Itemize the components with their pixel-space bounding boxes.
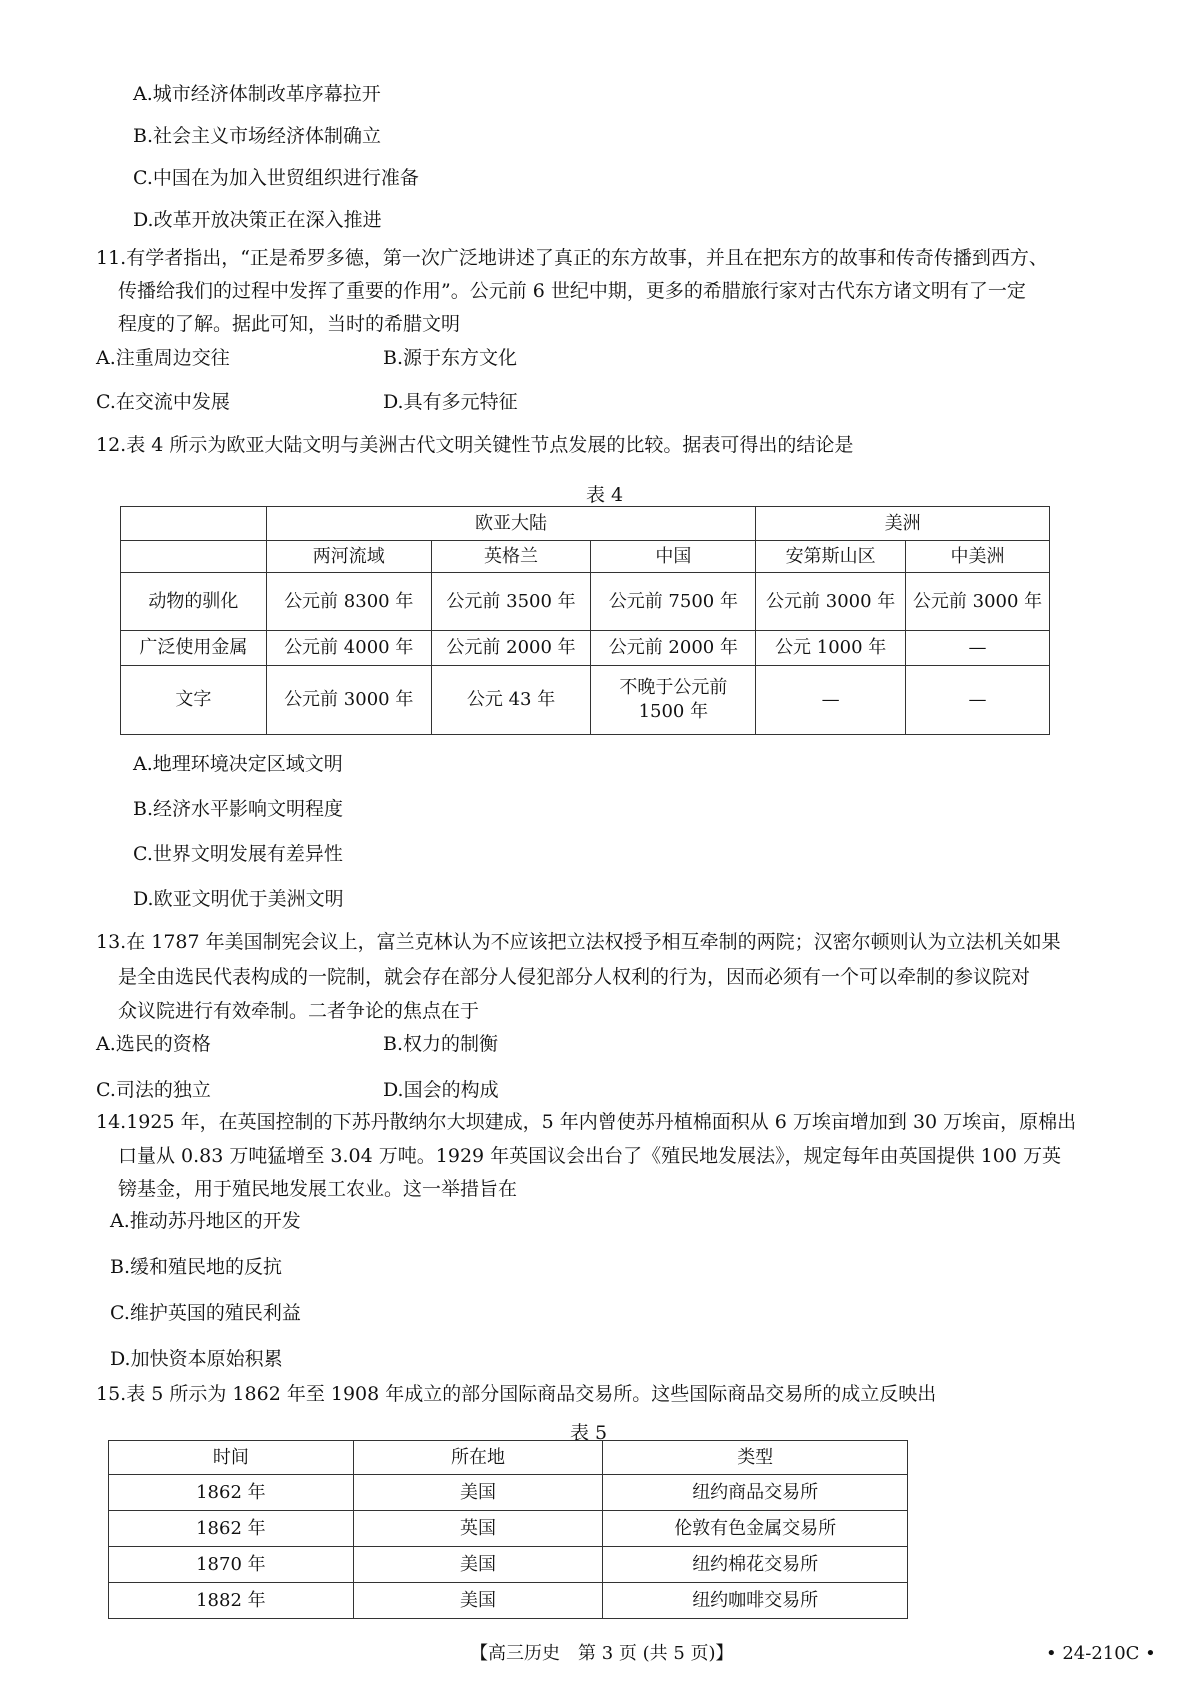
table-row [109, 1547, 908, 1583]
table-row [109, 1511, 908, 1547]
table-5-cell: 1882 年 [109, 1583, 354, 1619]
q14-option-c: C.维护英国的殖民利益 [110, 1302, 301, 1324]
q13-option-a: A.选民的资格 [96, 1033, 211, 1055]
table-5-cell: 1862 年 [109, 1475, 354, 1511]
q13-stem-line-2: 是全由选民代表构成的一院制，就会存在部分人侵犯部分人权利的行为，因而必须有一个可以牵制的参议院对 [118, 966, 1031, 988]
q11-option-c: C.在交流中发展 [96, 391, 230, 413]
q11-option-a: A.注重周边交往 [96, 347, 230, 369]
q11-stem-line-2: 传播给我们的过程中发挥了重要的作用”。公元前 6 世纪中期，更多的希腊旅行家对古代东方诸文明有了一定 [118, 280, 1026, 302]
table-4-cell: 公元前 3000 年 [756, 573, 906, 631]
table-5 [108, 1440, 908, 1619]
table-4-row-label: 文字 [121, 666, 267, 735]
table-5-cell: 纽约商品交易所 [603, 1475, 908, 1511]
table-4-cell: 公元前 8300 年 [266, 573, 431, 631]
table-4-cell: 公元前 7500 年 [591, 573, 756, 631]
table-row [109, 1475, 908, 1511]
q14-option-a: A.推动苏丹地区的开发 [110, 1210, 301, 1232]
q14-stem-line-2: 口量从 0.83 万吨猛增至 3.04 万吨。1929 年英国议会出台了《殖民地发展法》，规定每年由英国提供 100 万英 [118, 1145, 1062, 1167]
table-4-caption: 表 4 [586, 484, 624, 506]
table-4-header: 英格兰 [431, 541, 591, 573]
table-5-header: 类型 [603, 1441, 908, 1475]
table-4-cell: 公元 43 年 [431, 666, 591, 735]
q12-option-c: C.世界文明发展有差异性 [133, 843, 343, 865]
table-4-cell: — [906, 666, 1050, 735]
table-row [109, 1583, 908, 1619]
table-5-cell: 英国 [353, 1511, 603, 1547]
q10-option-d: D.改革开放决策正在深入推进 [133, 209, 382, 231]
table-4-header: 中国 [591, 541, 756, 573]
table-row [121, 666, 1050, 735]
q13-option-d: D.国会的构成 [383, 1079, 499, 1101]
table-4-group-americas: 美洲 [756, 507, 1050, 541]
table-5-cell: 1870 年 [109, 1547, 354, 1583]
table-5-cell: 美国 [353, 1583, 603, 1619]
table-5-cell: 1862 年 [109, 1511, 354, 1547]
q13-option-c: C.司法的独立 [96, 1079, 211, 1101]
table-4-group-eurasia: 欧亚大陆 [266, 507, 755, 541]
table-4-corner-2 [121, 541, 267, 573]
table-4-cell: 公元前 3000 年 [266, 666, 431, 735]
q13-stem-line-1: 13.在 1787 年美国制宪会议上，富兰克林认为不应该把立法权授予相互牵制的两院；汉密尔顿则认为立法机关如果 [96, 931, 1061, 953]
table-5-header: 时间 [109, 1441, 354, 1475]
q12-option-b: B.经济水平影响文明程度 [133, 798, 344, 820]
q14-option-d: D.加快资本原始积累 [110, 1348, 283, 1370]
table-4-cell: 公元 1000 年 [756, 631, 906, 666]
q12-option-a: A.地理环境决定区域文明 [133, 753, 343, 775]
table-4-header: 两河流域 [266, 541, 431, 573]
table-5-cell: 美国 [353, 1475, 603, 1511]
table-4-corner [121, 507, 267, 541]
table-4-cell: 公元前 2000 年 [591, 631, 756, 666]
table-5-cell: 纽约棉花交易所 [603, 1547, 908, 1583]
q11-stem-line-3: 程度的了解。据此可知，当时的希腊文明 [118, 313, 461, 335]
table-4-cell: 公元前 2000 年 [431, 631, 591, 666]
table-4-row-label: 动物的驯化 [121, 573, 267, 631]
table-4-cell: 不晚于公元前 1500 年 [591, 666, 756, 735]
q10-option-b: B.社会主义市场经济体制确立 [133, 125, 382, 147]
q13-stem-line-3: 众议院进行有效牵制。二者争论的焦点在于 [118, 1000, 480, 1022]
table-4-cell: — [906, 631, 1050, 666]
q11-option-b: B.源于东方文化 [383, 347, 518, 369]
table-4-cell: 公元前 3500 年 [431, 573, 591, 631]
q13-option-b: B.权力的制衡 [383, 1033, 499, 1055]
q12-stem: 12.表 4 所示为欧亚大陆文明与美洲古代文明关键性节点发展的比较。据表可得出的结论是 [96, 434, 854, 456]
page-footer: 【高三历史 第 3 页 (共 5 页)】 [470, 1643, 734, 1664]
table-4 [120, 506, 1050, 735]
q10-option-a: A.城市经济体制改革序幕拉开 [133, 83, 381, 105]
q14-option-b: B.缓和殖民地的反抗 [110, 1256, 283, 1278]
q14-stem-line-3: 镑基金，用于殖民地发展工农业。这一举措旨在 [118, 1178, 518, 1200]
exam-code: • 24-210C • [1046, 1643, 1156, 1664]
table-5-caption: 表 5 [570, 1422, 608, 1444]
table-4-cell: 公元前 3000 年 [906, 573, 1050, 631]
table-4-cell: 公元前 4000 年 [266, 631, 431, 666]
table-5-header: 所在地 [353, 1441, 603, 1475]
q12-option-d: D.欧亚文明优于美洲文明 [133, 888, 344, 910]
table-4-header: 安第斯山区 [756, 541, 906, 573]
q10-option-c: C.中国在为加入世贸组织进行准备 [133, 167, 419, 189]
q15-stem: 15.表 5 所示为 1862 年至 1908 年成立的部分国际商品交易所。这些国际商品交易所的成立反映出 [96, 1383, 937, 1405]
table-5-cell: 伦敦有色金属交易所 [603, 1511, 908, 1547]
table-4-row-label: 广泛使用金属 [121, 631, 267, 666]
q14-stem-line-1: 14.1925 年，在英国控制的下苏丹散纳尔大坝建成，5 年内曾使苏丹植棉面积从 6 万埃亩增加到 30 万埃亩，原棉出 [96, 1111, 1077, 1133]
q11-stem-line-1: 11.有学者指出，“正是希罗多德，第一次广泛地讲述了真正的东方故事，并且在把东方的故事和传奇传播到西方、 [96, 247, 1048, 269]
table-row [121, 631, 1050, 666]
table-4-cell: — [756, 666, 906, 735]
table-4-header: 中美洲 [906, 541, 1050, 573]
table-5-cell: 纽约咖啡交易所 [603, 1583, 908, 1619]
table-5-cell: 美国 [353, 1547, 603, 1583]
q11-option-d: D.具有多元特征 [383, 391, 518, 413]
table-row [121, 573, 1050, 631]
